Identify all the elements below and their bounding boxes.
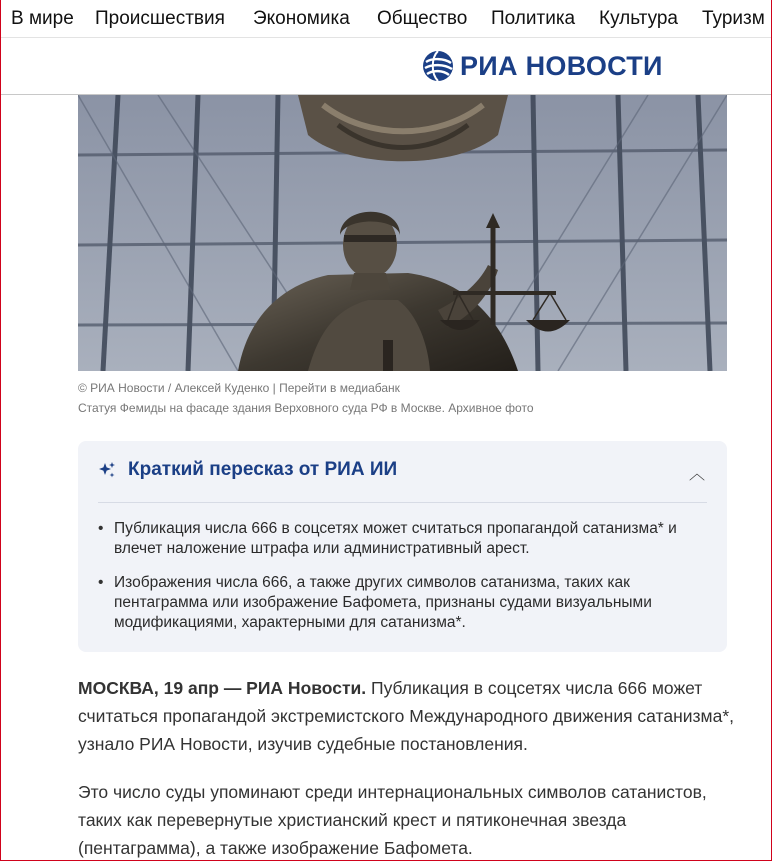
photo-caption: Статуя Фемиды на фасаде здания Верховного суда РФ в Москве. Архивное фото [78,401,534,415]
list-item: • Публикация числа 666 в соцсетях может считаться пропагандой сатанизма* и влечет наложение штрафа или административный арест. [98,519,709,559]
article-lead-paragraph [78,674,738,758]
ai-summary-list [98,519,709,647]
nav-item-tourism[interactable]: Туризм [702,8,765,29]
top-nav [0,0,772,38]
ai-summary-divider [98,502,707,503]
photo-credit-source: © РИА Новости / Алексей Куденко [78,381,270,395]
chevron-up-icon[interactable]: ︿ [688,466,705,483]
article-dateline: МОСКВА, 19 апр — РИА Новости. [78,678,367,698]
site-logo[interactable] [422,49,663,83]
nav-item-economy[interactable]: Экономика [253,8,350,29]
nav-item-politics[interactable]: Политика [491,8,576,29]
nav-item-world[interactable]: В мире [11,8,74,29]
themis-statue-image [78,95,727,371]
sparkle-icon [98,461,116,479]
site-header [0,39,772,95]
article-lead-text: Публикация в соцсетях числа 666 может считаться пропагандой экстремистского Международного движения сатанизма*, узнало РИА Новости, изучив судебные постановления. [78,678,734,754]
mediabank-link[interactable]: Перейти в медиабанк [279,381,400,395]
ai-summary-title: Краткий пересказ от РИА ИИ [128,459,398,480]
ai-summary-header[interactable] [98,459,397,481]
credit-divider: | [272,381,280,395]
nav-item-incidents[interactable]: Происшествия [95,8,225,29]
article-paragraph: Это число суды упоминают среди интернациональных символов сатанистов, таких как перевернутые христианский крест и пятиконечная звезда (пентаграмма), а также изображение Бафомета. [78,782,707,858]
nav-item-culture[interactable]: Культура [599,8,678,29]
article-photo[interactable] [78,95,727,371]
ai-summary-card [78,441,727,652]
photo-credit [78,381,400,395]
ria-globe-icon [422,50,454,82]
nav-item-society[interactable]: Общество [377,8,468,29]
logo-text: РИА НОВОСТИ [460,50,663,81]
list-item: • Изображения числа 666, а также других символов сатанизма, таких как пентаграмма или изображение Бафомета, признаны судами визуальными модификациями, характерными для сатанизма*. [98,573,709,633]
